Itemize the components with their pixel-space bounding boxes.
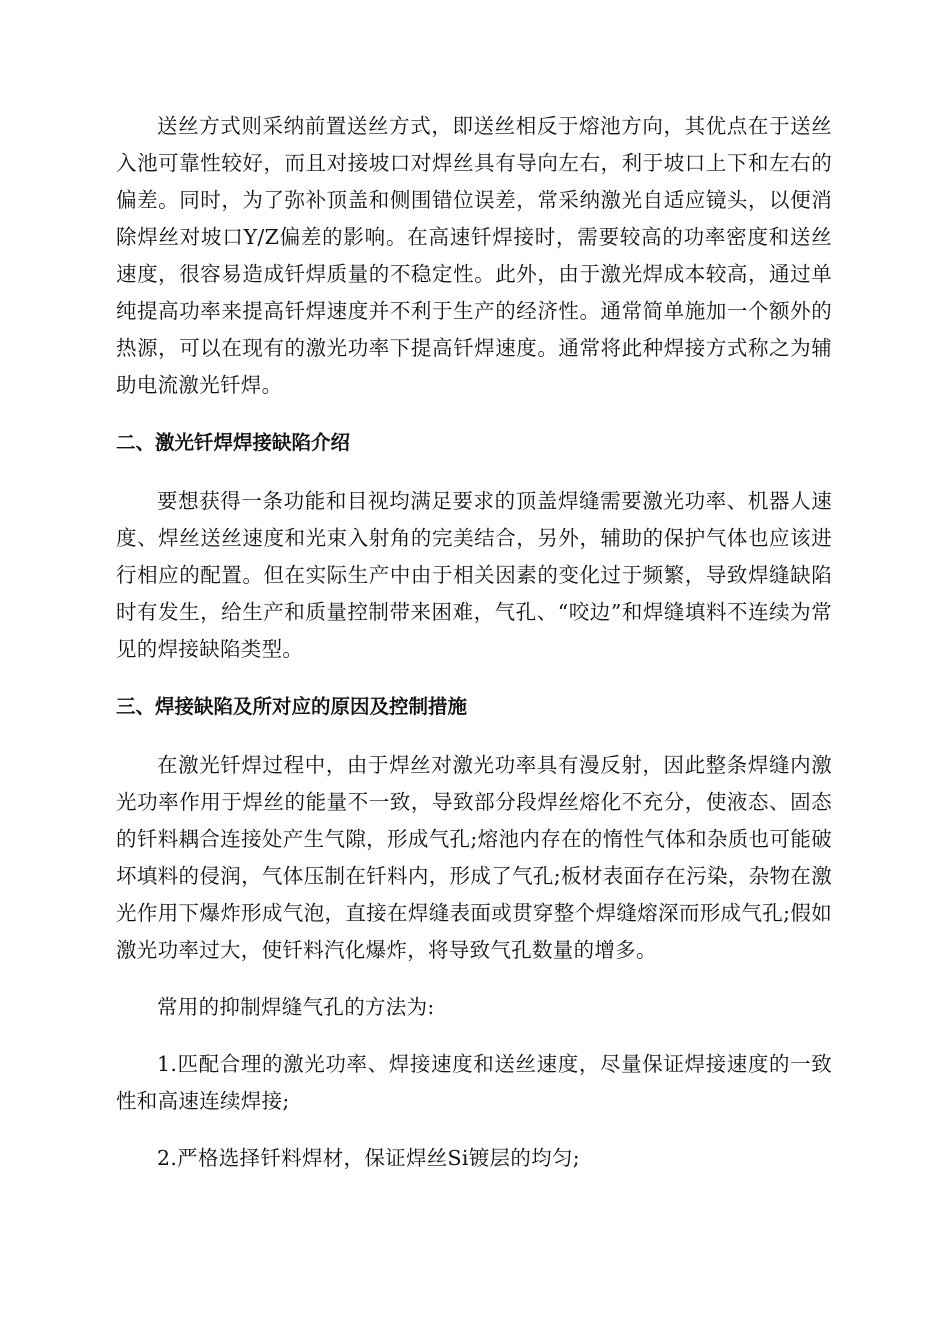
section-heading-causes-controls: 三、焊接缺陷及所对应的原因及控制措施 bbox=[116, 695, 468, 718]
paragraph-wire-feeding: 送丝方式则采纳前置送丝方式，即送丝相反于熔池方向，其优点在于送丝入池可靠性较好，而且对接坡口对焊丝具有导向左右，利于坡口上下和左右的偏差。同时，为了弥补顶盖和侧围错位误差，常采纳激光自适应镜头，以便消除焊丝对坡口Y/Z偏差的影响。在高速钎焊接时，需要较高的功率密度和送丝速度，很容易造成钎焊质量的不稳定性。此外，由于激光焊成本较高，通过单纯提高功率来提高钎焊速度并不利于生产的经济性。通常简单施加一个额外的热源，可以在现有的激光功率下提高钎焊速度。通常将此种焊接方式称之为辅助电流激光钎焊。 bbox=[116, 114, 832, 397]
section-heading-defects-intro: 二、激光钎焊焊接缺陷介绍 bbox=[116, 431, 351, 454]
list-item-method-1: 1.匹配合理的激光功率、焊接速度和送丝速度，尽量保证焊接速度的一致性和高速连续焊接; bbox=[116, 1052, 832, 1113]
document-page bbox=[116, 108, 832, 1177]
list-item-method-2: 2.严格选择钎料焊材，保证焊丝Si镀层的均匀; bbox=[157, 1146, 580, 1170]
paragraph-defects-intro: 要想获得一条功能和目视均满足要求的顶盖焊缝需要激光功率、机器人速度、焊丝送丝速度和光束入射角的完美结合，另外，辅助的保护气体也应该进行相应的配置。但在实际生产中由于相关因素的变化过于频繁，导致焊缝缺陷时有发生，给生产和质量控制带来困难，气孔、“咬边”和焊缝填料不连续为常见的焊接缺陷类型。 bbox=[116, 489, 832, 661]
paragraph-methods-intro: 常用的抑制焊缝气孔的方法为: bbox=[157, 995, 435, 1019]
paragraph-porosity-causes: 在激光钎焊过程中，由于焊丝对激光功率具有漫反射，因此整条焊缝内激光功率作用于焊丝的能量不一致，导致部分段焊丝熔化不充分，使液态、固态的钎料耦合连接处产生气隙，形成气孔;熔池内存在的惰性气体和杂质也可能破坏填料的侵润，气体压制在钎料内，形成了气孔;板材表面存在污染，杂物在激光作用下爆炸形成气泡，直接在焊缝表面或贯穿整个焊缝熔深而形成气孔;假如激光功率过大，使钎料汽化爆炸，将导致气孔数量的增多。 bbox=[116, 753, 832, 962]
